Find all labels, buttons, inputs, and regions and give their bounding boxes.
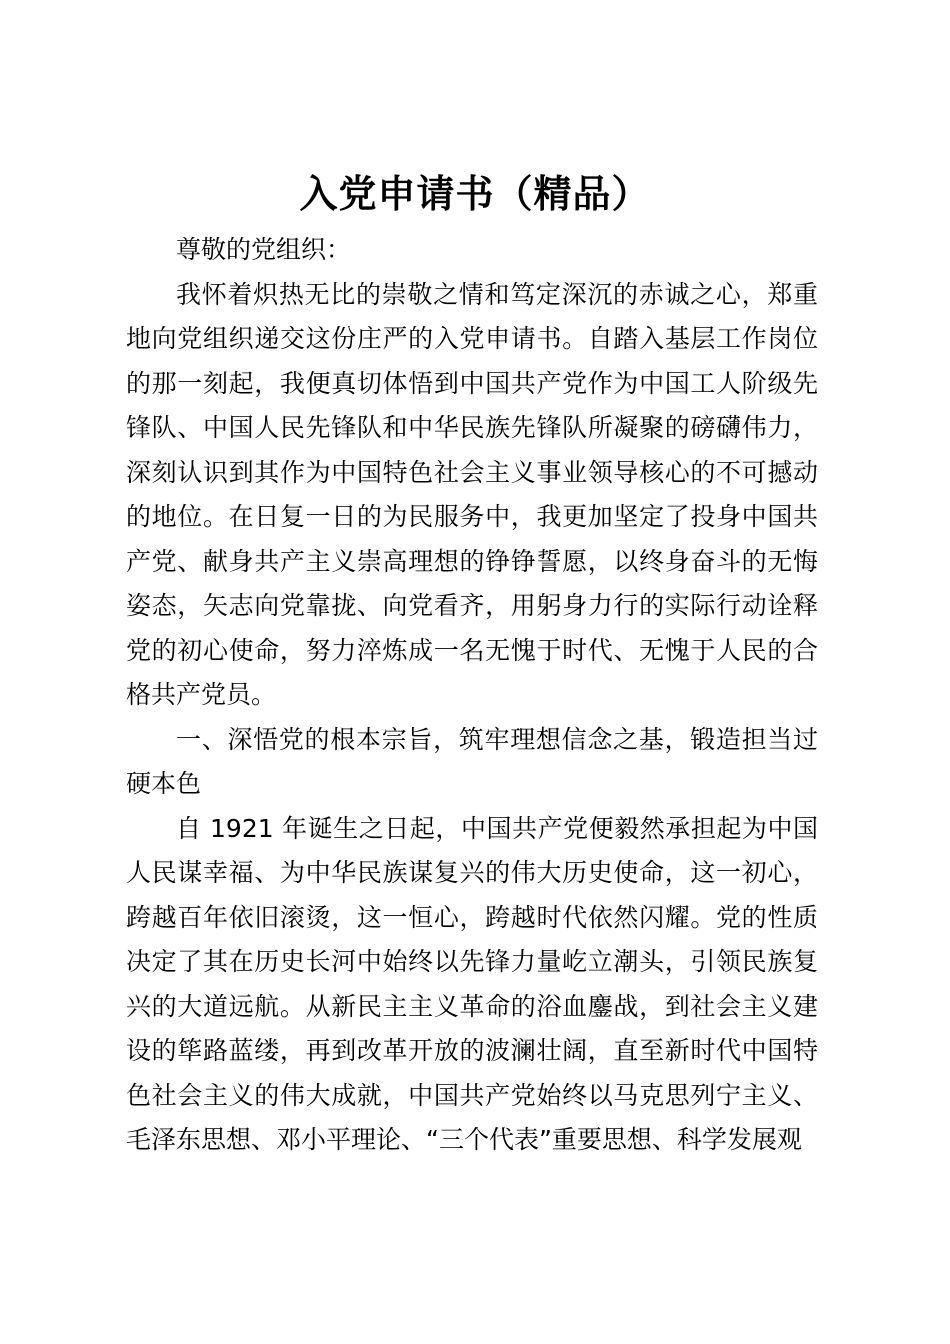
- paragraph-section-1: 自 1921 年诞生之日起，中国共产党便毅然承担起为中国人民谋幸福、为中华民族谋复兴的伟大历史使命，这一初心，跨越百年依旧滚烫，这一恒心，跨越时代依然闪耀。党的性质决定了其在历史长河中始终以先锋力量屹立潮头，引领民族复兴的大道远航。从新民主主义革命的浴血鏖战，到社会主义建设的筚路蓝缕，再到改革开放的波澜壮阔，直至新时代中国特色社会主义的伟大成就，中国共产党始终以马克思列宁主义、毛泽东思想、邓小平理论、“三个代表”重要思想、科学发展观: [126, 813, 818, 1154]
- document-body: [126, 228, 818, 1163]
- section-heading-1: 一、深悟党的根本宗旨，筑牢理想信念之基，锻造担当过硬本色: [126, 724, 818, 798]
- paragraph-intro: 我怀着炽热无比的崇敬之情和笃定深沉的赤诚之心，郑重地向党组织递交这份庄严的入党申请书。自踏入基层工作岗位的那一刻起，我便真切体悟到中国共产党作为中国工人阶级先锋队、中国人民先锋队和中华民族先锋队所凝聚的磅礴伟力，深刻认识到其作为中国特色社会主义事业领导核心的不可撼动的地位。在日复一日的为民服务中，我更加坚定了投身中国共产党、献身共产主义崇高理想的铮铮誓愿，以终身奋斗的无悔姿态，矢志向党靠拢、向党看齐，用躬身力行的实际行动诠释党的初心使命，努力淬炼成一名无愧于时代、无愧于人民的合格共产党员。: [126, 279, 818, 709]
- salutation: 尊敬的党组织：: [176, 235, 352, 264]
- document-title: 入党申请书（精品）: [299, 172, 651, 216]
